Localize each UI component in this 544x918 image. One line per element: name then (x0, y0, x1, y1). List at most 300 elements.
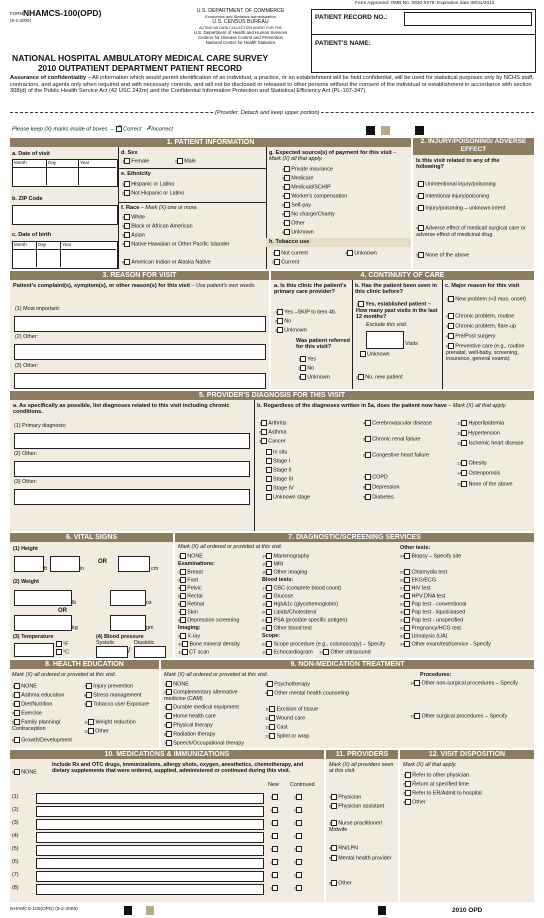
services-note: Mark (X) all ordered or provided at this visit. (178, 544, 283, 550)
payment-option[interactable]: 7 Other (282, 220, 305, 227)
referred-option[interactable]: 1 Yes (298, 356, 317, 363)
payment-option[interactable]: 8 Unknown (282, 229, 314, 236)
imaging-option[interactable]: 14 Mammography (262, 553, 310, 560)
education-option[interactable]: 4 Exercise (12, 710, 42, 717)
imaging-option-label: Other imaging (273, 569, 308, 576)
form-header (10, 9, 310, 54)
dob-label: c. Date of birth (12, 232, 52, 238)
major-reason-option[interactable]: 2 Chronic problem, routine (446, 313, 515, 320)
visits-label: Visits (405, 341, 418, 347)
treatment-label: Cast (276, 724, 288, 731)
medication-continued-checkbox[interactable]: 2 (294, 872, 303, 879)
female-label: Female (131, 158, 150, 165)
condition-option[interactable]: 11 Hypertension (457, 430, 500, 437)
patient-record-label: PATIENT RECORD NO.: (315, 14, 388, 21)
treatment-option[interactable]: 8 Psychotherapy (265, 681, 310, 688)
other-test-label: EKG/ECG (411, 577, 437, 584)
tobacco-option-label: Unknown (354, 250, 377, 257)
treatment-option[interactable]: 12 Cast (265, 724, 288, 731)
visits-count-input[interactable] (366, 331, 404, 349)
disposition-label: Other (412, 799, 426, 806)
fahrenheit-option[interactable] (56, 641, 68, 648)
imaging-option[interactable]: 12 Echocardiogram (262, 649, 313, 656)
other-test-option[interactable]: 27 HIV test (400, 585, 431, 592)
education-option[interactable]: 7 Injury prevention (84, 683, 134, 690)
agency-block (178, 9, 303, 45)
condition-label: Depression (372, 484, 400, 491)
exam-option[interactable]: 6 Retinal (178, 601, 205, 608)
section-1-title: 1. PATIENT INFORMATION (10, 138, 411, 147)
education-option[interactable]: 10 Weight reduction (84, 719, 136, 726)
medication-row-number: (5) (12, 846, 19, 852)
or-label: OR (98, 559, 107, 565)
cancer-stage-option[interactable] (266, 458, 290, 465)
blood-test-option[interactable]: 21 PSA (prostate specific antigen) (262, 617, 348, 624)
agency-line: U.S. Department of Health and Human Services (193, 29, 288, 35)
education-option[interactable]: 3 Diet/Nutrition (12, 701, 53, 708)
major-reason-option-label: Chronic problem, flare-up (455, 323, 517, 330)
treatment-option[interactable]: 3 Durable medical equipment (164, 704, 239, 711)
major-reason-option[interactable]: 1 New problem (<3 mos. onset) (446, 296, 527, 303)
medication-continued-checkbox[interactable]: 2 (294, 885, 303, 892)
race-option[interactable]: 3 Asian (122, 232, 145, 239)
medication-row-number: (1) (12, 794, 19, 800)
fahrenheit-label: °F (63, 641, 69, 648)
exam-option-label: Breast (187, 569, 203, 576)
payment-option[interactable]: 4 Worker's compensation (282, 193, 348, 200)
meds-instructions: Include Rx and OTC drugs, immunizations, allergy shots, oxygen, anesthetics, chemotherapy, and dietary supplements that were ordered, supplied, administered or continued during this visit. (52, 762, 304, 775)
blood-test-option[interactable]: 18 Glucose (262, 593, 294, 600)
procedure-label: Other surgical procedures – Specify (421, 713, 508, 720)
medication-row-number: (3) (12, 820, 19, 826)
medication-row-number: (4) (12, 833, 19, 839)
race-option[interactable]: 2 Black or African American (122, 223, 193, 230)
exam-option[interactable]: 2 Breast (178, 569, 203, 576)
condition-option[interactable]: 4 Cerebrovascular disease (363, 420, 432, 427)
other-test-option[interactable]: 30 Pap test - liquid-based (400, 609, 466, 616)
diagnosis-item-label: (2) Other: (14, 451, 38, 457)
medication-input[interactable] (36, 806, 264, 817)
registration-mark (146, 906, 154, 915)
not-hispanic-option[interactable]: 2 Not Hispanic or Latino (122, 190, 185, 197)
established-patient-label: Yes, established patient – How many past visits in the last 12 months? (356, 301, 438, 320)
education-option[interactable]: 11 Other (84, 728, 109, 735)
treatment-label: NONE (173, 681, 189, 688)
celsius-option[interactable] (56, 649, 69, 656)
condition-label: Ischemic heart disease (468, 440, 524, 447)
race-option[interactable]: 4 Native Hawaiian or Other Pacific Islander (122, 241, 230, 248)
provider-option[interactable]: 2 Physician assistant (329, 803, 385, 810)
medication-input[interactable] (36, 793, 264, 804)
medication-row (12, 870, 322, 882)
cancer-stage-label: Stage IV (273, 485, 294, 492)
weight-oz-input[interactable] (110, 590, 146, 606)
medication-new-checkbox[interactable]: 1 (270, 794, 279, 801)
agency-line: ACTING AS DATA COLLECTION AGENT FOR THE (199, 25, 282, 30)
major-reason-option[interactable]: 4 Pre/Post surgery (446, 333, 496, 340)
treatment-option[interactable]: 6 Radiation therapy (164, 731, 216, 738)
other-test-option[interactable]: 26 EKG/ECG (400, 577, 437, 584)
medication-row (12, 805, 322, 817)
medication-row-number: (2) (12, 807, 19, 813)
primary-care-question: a. Is this clinic the patient's primary care provider? (274, 283, 347, 296)
diagnosis-3-input[interactable] (14, 489, 250, 505)
medication-new-checkbox[interactable]: 1 (270, 820, 279, 827)
zip-input[interactable] (12, 205, 118, 225)
race-option[interactable]: 1 White (122, 214, 146, 221)
provider-label: Other (338, 880, 352, 887)
cancer-stage-option[interactable] (266, 449, 287, 456)
other-test-option[interactable]: 32 Pregnancy/HCG test (400, 625, 461, 632)
meds-none-option[interactable]: 0 NONE (12, 769, 37, 776)
registration-mark (124, 906, 132, 915)
medication-new-checkbox[interactable]: 1 (270, 885, 279, 892)
established-patient-option[interactable]: 1 Yes, established patient – How many past visits in the last 12 months? (356, 301, 438, 320)
other-test-label: Other exam/test/service - Specify (411, 641, 491, 648)
payment-option-label: No charge/Charity (291, 211, 335, 218)
provider-label: Physician assistant (338, 803, 385, 810)
provider-option[interactable]: 1 Physician (329, 794, 362, 801)
education-label: Asthma education (21, 692, 65, 699)
gm-unit: gm (146, 625, 154, 631)
referred-option[interactable]: 2 No (298, 365, 315, 372)
provider-label: Nurse practitioner/ Midwife (329, 820, 383, 833)
medication-row-number: (7) (12, 872, 19, 878)
payment-option[interactable]: 1 Private insurance (282, 166, 333, 173)
condition-option[interactable]: 15 None of the above (457, 481, 513, 488)
in-unit: in (80, 566, 85, 572)
medication-continued-checkbox[interactable]: 2 (294, 859, 303, 866)
imaging-label: Imaging: (178, 625, 201, 631)
blood-test-option[interactable]: 17 CBC (complete blood count) (262, 585, 342, 592)
medication-continued-checkbox[interactable]: 2 (294, 794, 303, 801)
tobacco-option-label: Not current (281, 250, 308, 257)
imaging-option-label: Echocardiogram (273, 649, 313, 656)
sex-female-option[interactable]: 1 Female (122, 158, 150, 165)
treatment-label: Excision of tissue (276, 706, 319, 713)
cancer-stage-option[interactable] (266, 476, 293, 483)
other-test-label: HIV test (411, 585, 431, 592)
weight-kg-input[interactable] (14, 615, 72, 631)
education-option[interactable]: 9 Tobacco use/ Exposure (84, 701, 150, 708)
medication-row (12, 857, 322, 869)
incorrect-mark: ✗ (146, 126, 152, 133)
injury-option-label: Intentional injury/poisoning (425, 193, 490, 200)
blood-test-option[interactable]: 20 Lipids/Cholesterol (262, 609, 317, 616)
injury-option[interactable]: 2 Intentional injury/poisoning (416, 193, 490, 200)
education-label: Diet/Nutrition (21, 701, 53, 708)
cancer-stage-option[interactable] (266, 485, 294, 492)
condition-label: Cancer (268, 438, 286, 445)
education-option[interactable]: 6 Growth/Development (12, 737, 72, 744)
day-label: Day (48, 160, 57, 165)
exam-option[interactable]: 5 Rectal (178, 593, 203, 600)
bp-label: (4) Blood pressure (96, 634, 144, 640)
diastolic-input[interactable] (134, 646, 166, 658)
section-7-title: 7. DIAGNOSTIC/SCREENING SERVICES (175, 533, 534, 542)
provider-option[interactable]: 6 Other (329, 880, 352, 887)
education-option[interactable]: 2 Asthma education (12, 692, 65, 699)
tobacco-option[interactable]: 1 Not current (272, 250, 308, 257)
temperature-label: (3) Temperature (13, 634, 54, 640)
cancer-stage-option[interactable] (266, 467, 292, 474)
seen-before-question: b. Has the patient been seen in this clinic before? (355, 283, 438, 296)
diagnosis-item-label: (1) Primary diagnosis: (14, 423, 67, 429)
other-test-label: Urinalysis (UA) (411, 633, 448, 640)
hispanic-option[interactable]: 1 Hispanic or Latino (122, 181, 175, 188)
exclude-note: Exclude this visit. (366, 322, 408, 328)
diagnosis-1-input[interactable] (14, 433, 250, 449)
medication-new-checkbox[interactable]: 1 (270, 833, 279, 840)
injury-option[interactable]: 3 Injury/poisoning – unknown intent (416, 205, 506, 212)
education-label: Injury prevention (93, 683, 134, 690)
medication-row-number: (8) (12, 885, 19, 891)
weight-gm-input[interactable] (110, 615, 146, 631)
payment-option-label: Other (291, 220, 305, 227)
race-option-label: Asian (131, 232, 145, 239)
conditions-question (257, 403, 532, 409)
medication-continued-checkbox[interactable]: 2 (294, 833, 303, 840)
imaging-option[interactable]: 16 Other imaging (262, 569, 308, 576)
diastolic-label: Diastolic (134, 640, 155, 646)
blood-test-option[interactable]: 19 HgbA1c (glycohemoglobin) (262, 601, 339, 608)
patient-record-input[interactable] (404, 12, 532, 26)
treatment-label: Home health care (173, 713, 216, 720)
section-12-title: 12. VISIT DISPOSITION (400, 750, 534, 759)
payment-option[interactable]: 5 Self-pay (282, 202, 312, 209)
blood-test-label: Glucose (273, 593, 294, 600)
disposition-option[interactable]: 3 Refer to ER/Admit to hospital (403, 790, 482, 797)
services-none-option[interactable]: 1 NONE (178, 553, 203, 560)
provider-option[interactable]: 3 Nurse practitioner/ Midwife (329, 820, 383, 833)
referred-option-label: Yes (307, 356, 317, 363)
other-test-option[interactable]: 25 Chlamydia test (400, 569, 448, 576)
treatment-option[interactable]: 7 Speech/Occupational therapy (164, 740, 244, 747)
primary-care-option[interactable]: 1 Yes –SKIP to item 4b. (275, 309, 337, 316)
footer-code: NHAMCS-100(OPD) (9-2-2009) (10, 907, 78, 912)
assurance-body: – All information which would permit identification of an individual, a practice, or an establishment will be held confidential, will be used for statistical purposes only by NCHS staff, contractors, and agents only when required and with necessary controls, and will not be disclosed or released to other persons without the consent of the individual or establishment in accordance with section 308(d) of the Public Health Service Act (42 USC 242m) and the Confidential Information Protection and Statistical Efficiency Act (PL-107-347). (10, 75, 534, 95)
condition-option[interactable]: 5 Chronic renal failure (363, 436, 421, 443)
year-label: Year (80, 160, 90, 165)
treatment-label: Radiation therapy (173, 731, 216, 738)
height-cm-input[interactable] (118, 556, 150, 572)
height-in-input[interactable] (50, 556, 80, 572)
ft-unit: ft (44, 566, 47, 572)
disposition-option[interactable]: 1 Refer to other physician (403, 772, 470, 779)
exam-option[interactable]: 8 Depression screening (178, 617, 240, 624)
provider-option[interactable]: 4 RN/LPN (329, 845, 359, 852)
primary-care-option[interactable]: 2 No (275, 318, 292, 325)
imaging-option[interactable]: 15 MRI (262, 561, 284, 568)
medication-input[interactable] (36, 884, 264, 895)
disposition-option[interactable]: 4 Other (403, 799, 426, 806)
education-option[interactable]: 8 Stress management (84, 692, 142, 699)
condition-option[interactable]: 2 Asthma (259, 429, 287, 436)
procedure-option[interactable]: 14 Other non-surgical procedures – Specify (410, 680, 518, 687)
education-label: Exercise (21, 710, 42, 717)
medication-input[interactable] (36, 832, 264, 843)
height-ft-input[interactable] (14, 556, 44, 572)
exam-option[interactable]: 4 Pelvic (178, 585, 202, 592)
other-test-option[interactable]: 34 Other exam/test/service - Specify (400, 641, 491, 648)
education-option[interactable]: 1 NONE (12, 683, 37, 690)
reason-1-input[interactable] (14, 316, 266, 332)
medication-new-checkbox[interactable]: 1 (270, 846, 279, 853)
condition-option[interactable]: 3 Cancer (259, 438, 286, 445)
imaging-option[interactable]: 10 Bone mineral density (178, 641, 240, 648)
condition-option[interactable]: 10 Hyperlipidemia (457, 420, 505, 427)
major-reason-option[interactable]: 5 Preventive care (e.g., routine prenatal, well-baby, screening, insurance, general exams) (446, 343, 525, 362)
agency-line: Economics and Statistics Administration (205, 13, 276, 19)
height-label: (1) Height (13, 546, 38, 552)
disposition-label: Refer to ER/Admit to hospital (412, 790, 482, 797)
payment-option[interactable]: 2 Medicare (282, 175, 314, 182)
imaging-option[interactable]: 11 CT scan (178, 649, 210, 656)
treatment-option[interactable]: 4 Home health care (164, 713, 216, 720)
diagnosis-2-input[interactable] (14, 461, 250, 477)
form-date: (9-2-2009) (10, 18, 32, 23)
condition-option[interactable]: 12 Ischemic heart disease (457, 440, 524, 447)
other-test-option[interactable]: 29 Pap test - conventional (400, 601, 467, 608)
systolic-input[interactable] (96, 646, 128, 658)
condition-option[interactable]: 7 COPD (363, 474, 388, 481)
tobacco-option[interactable]: 2 Current (272, 259, 300, 266)
other-test-option[interactable]: 31 Pap test - unspecified (400, 617, 464, 624)
condition-option[interactable]: 6 Congestive heart failure (363, 452, 430, 459)
registration-mark (415, 126, 424, 135)
payment-option[interactable]: 3 Medicaid/SCHIP (282, 184, 331, 191)
condition-option[interactable]: 13 Obesity (457, 460, 487, 467)
medication-input[interactable] (36, 858, 264, 869)
scope-label: Scope: (262, 633, 280, 639)
treatment-option[interactable]: 10 Excision of tissue (265, 706, 319, 713)
major-reason-option[interactable]: 3 Chronic problem, flare-up (446, 323, 517, 330)
medication-input[interactable] (36, 819, 264, 830)
registration-mark (378, 906, 386, 915)
other-tests-label: Other tests: (400, 545, 431, 551)
other-test-option[interactable]: 28 HPV DNA test (400, 593, 446, 600)
treatment-option[interactable]: 5 Physical therapy (164, 722, 213, 729)
section-3-title: 3. REASON FOR VISIT (10, 271, 269, 280)
section-6-title: 6. VITAL SIGNS (10, 533, 173, 542)
education-label: NONE (21, 683, 37, 690)
tobacco-option-label: Current (281, 259, 300, 266)
referred-option[interactable]: 3 Unknown (298, 374, 330, 381)
imaging-option-label: MRI (273, 561, 284, 568)
provider-label: Mental health provider (338, 855, 392, 862)
new-column-label: New (268, 782, 279, 788)
race-option[interactable]: 5 American Indian or Alaska Native (122, 259, 211, 266)
injury-option[interactable]: 4 Adverse effect of medical/ surgical care or adverse effect of medicinal drug (416, 225, 526, 238)
visits-unknown-label: Unknown (367, 351, 390, 358)
condition-label: Cerebrovascular disease (372, 420, 432, 427)
exam-option[interactable]: 3 Foot (178, 577, 199, 584)
disposition-label: Return at specified time (412, 781, 469, 788)
blood-test-label: CBC (complete blood count) (273, 585, 342, 592)
new-patient-option[interactable]: 2 No, new patient (356, 374, 403, 381)
treatment-option[interactable]: 2 Complementary alternative medicine (CAM) (164, 689, 238, 702)
agency-line: U.S. DEPARTMENT OF COMMERCE (196, 8, 285, 14)
condition-option[interactable]: 9 Diabetes (363, 494, 394, 501)
sex-male-option[interactable]: 2 Male (175, 158, 196, 165)
payment-option-label: Medicare (291, 175, 314, 182)
other-test-label: Pap test - unspecified (411, 617, 464, 624)
other-test-option[interactable]: 24 Biopsy – Specify site (400, 553, 462, 560)
treatment-label: Speech/Occupational therapy (173, 740, 244, 747)
imaging-option-label: CT scan (189, 649, 210, 656)
race-option-label: Black or African American (131, 223, 193, 230)
payment-option[interactable]: 6 No charge/Charity (282, 211, 335, 218)
medication-new-checkbox[interactable]: 1 (270, 807, 279, 814)
condition-option[interactable]: 1 Arthritis (259, 420, 287, 427)
scope-option[interactable]: 23 Scope procedure (e.g., colonoscopy) – Specify (262, 641, 386, 648)
weight-lb-input[interactable] (14, 590, 72, 606)
injury-option[interactable]: 5 None of the above (416, 252, 470, 259)
condition-label: Obesity (468, 460, 487, 467)
medication-continued-checkbox[interactable]: 2 (294, 807, 303, 814)
disposition-option[interactable]: 2 Return at specified time (403, 781, 469, 788)
medication-input[interactable] (36, 871, 264, 882)
imaging-option[interactable]: 9 X-ray (178, 633, 201, 640)
section-4-title: 4. CONTINUITY OF CARE (271, 271, 534, 280)
blood-test-label: PSA (prostate specific antigen) (273, 617, 348, 624)
education-option[interactable]: 5 Family planning/ Contraception (12, 719, 61, 732)
medication-continued-checkbox[interactable]: 2 (294, 846, 303, 853)
injury-option[interactable]: 1 Unintentional injury/poisoning (416, 181, 496, 188)
tobacco-option[interactable]: 3 Unknown (345, 250, 377, 257)
section-8-title: 8. HEALTH EDUCATION (10, 660, 159, 669)
treatment-label: Other mental health counseling (274, 690, 349, 697)
other-test-option[interactable]: 33 Urinalysis (UA) (400, 633, 448, 640)
treatment-option[interactable]: 13 Splint or wrap (265, 733, 310, 740)
blood-test-option[interactable]: 22 Other blood test (262, 625, 312, 632)
medication-input[interactable] (36, 845, 264, 856)
exam-option[interactable]: 7 Skin (178, 609, 198, 616)
reason-3-input[interactable] (14, 373, 266, 389)
condition-label: Hypertension (468, 430, 500, 437)
provider-option[interactable]: 5 Mental health provider (329, 855, 392, 862)
imaging-option[interactable]: 13 Other ultrasound (319, 649, 371, 656)
education-label: Family planning/ Contraception (12, 719, 61, 732)
procedures-label: Procedures: (420, 672, 452, 678)
primary-care-option[interactable]: 3 Unknown (275, 327, 307, 334)
treatment-option[interactable]: 1 NONE (164, 681, 189, 688)
medication-new-checkbox[interactable]: 1 (270, 859, 279, 866)
treatment-option[interactable]: 9 Other mental health counseling (265, 690, 349, 697)
race-option-label: White (131, 214, 146, 221)
assurance-label: Assurance of confidentiality (10, 75, 87, 81)
date-of-visit-input[interactable] (12, 159, 118, 187)
temperature-input[interactable] (14, 643, 54, 657)
medication-new-checkbox[interactable]: 1 (270, 872, 279, 879)
injury-option-label: Injury/poisoning – unknown intent (425, 205, 506, 212)
medication-continued-checkbox[interactable]: 2 (294, 820, 303, 827)
visits-unknown-option[interactable] (360, 351, 389, 358)
agency-line: Centers for Disease Control and Prevention (198, 34, 283, 40)
cancer-stage-option[interactable] (266, 494, 310, 501)
condition-option[interactable]: 8 Depression (363, 484, 400, 491)
procedure-option[interactable]: 15 Other surgical procedures – Specify (410, 713, 508, 720)
exam-option-label: Foot (187, 577, 199, 584)
section-9-title: 9. NON-MEDICATION TREATMENT (161, 660, 534, 669)
education-note: Mark (X) all ordered or provided at this visit. (12, 672, 117, 678)
kg-unit: kg (72, 625, 78, 631)
treatment-label: Physical therapy (173, 722, 213, 729)
meds-none-label: NONE (21, 769, 37, 776)
condition-option[interactable]: 14 Osteoporosis (457, 470, 501, 477)
treatment-option[interactable]: 11 Wound care (265, 715, 306, 722)
reason-2-input[interactable] (14, 344, 266, 360)
